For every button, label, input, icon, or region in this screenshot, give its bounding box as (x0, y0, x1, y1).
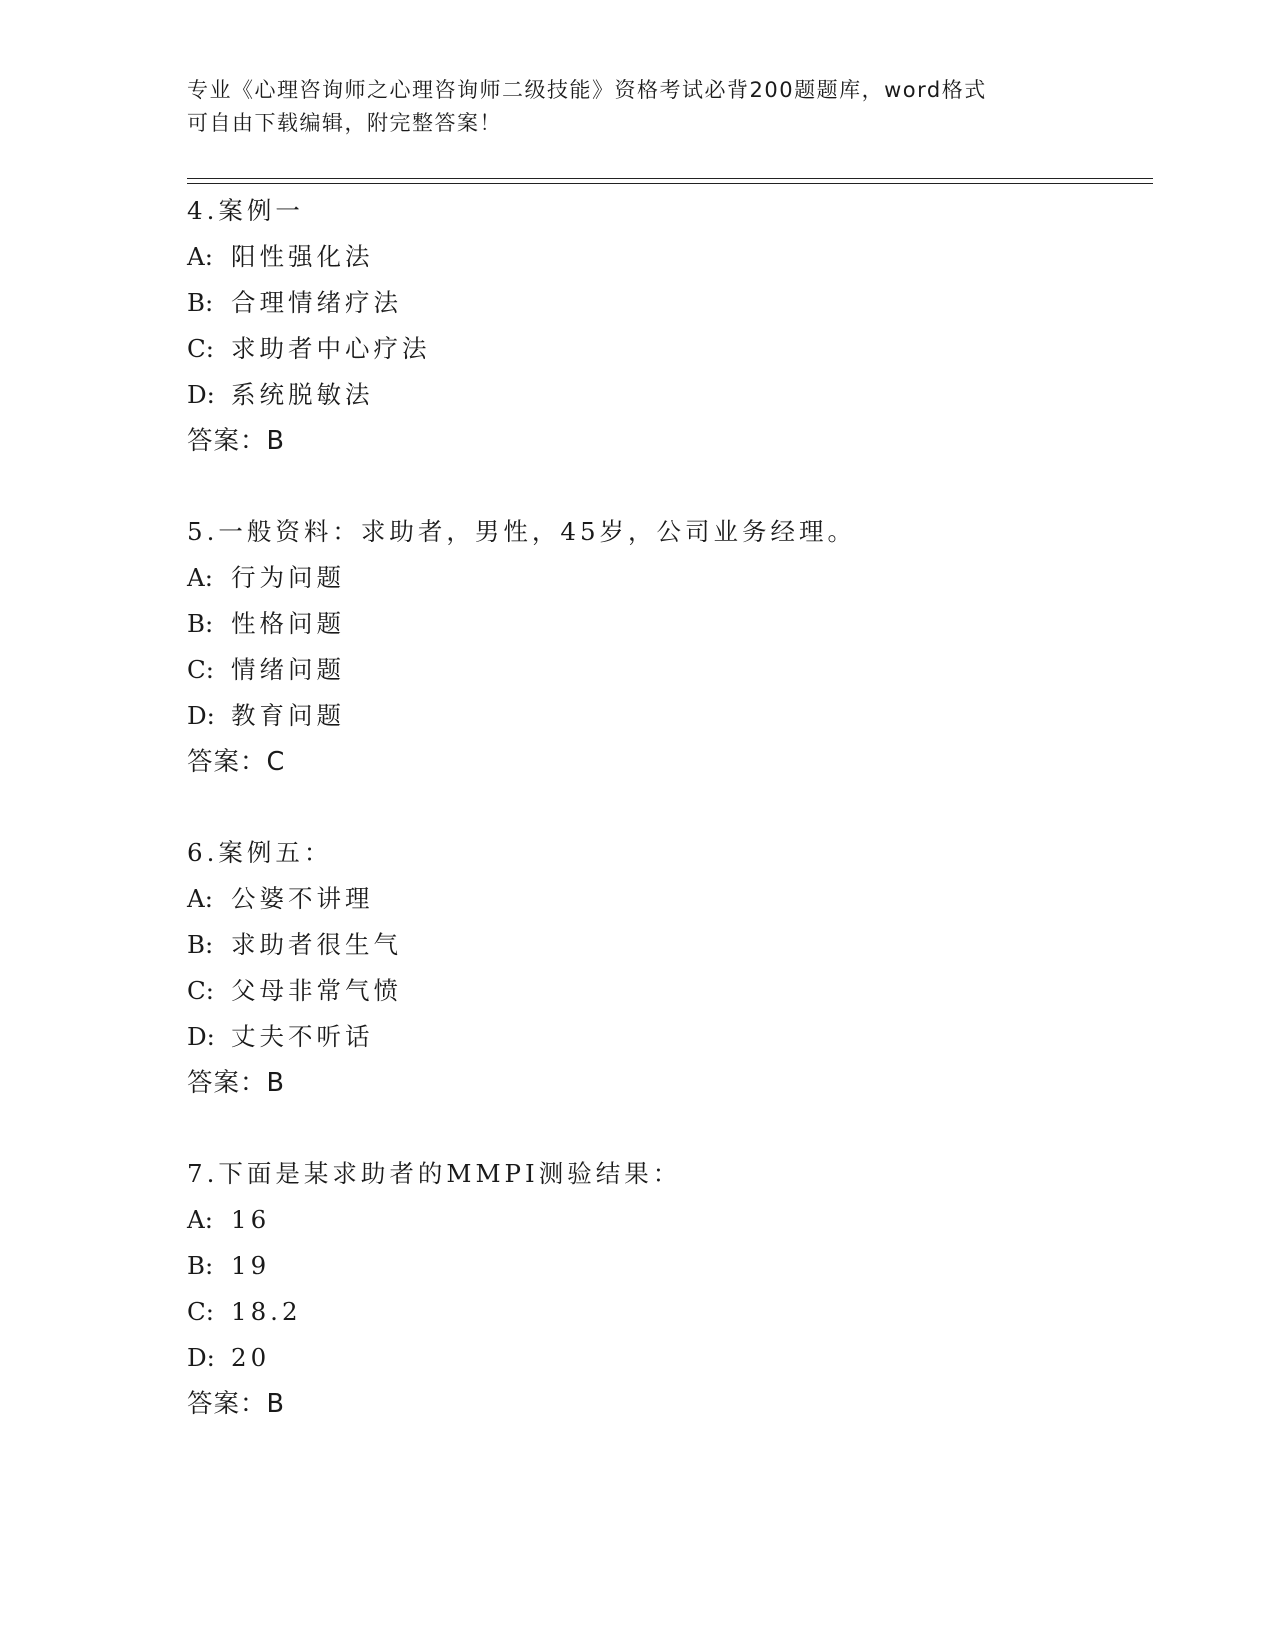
option-letter: C: (187, 334, 215, 363)
header-title-line-1: 专业《心理咨询师之心理咨询师二级技能》资格考试必背200题题库，word格式 (187, 78, 987, 102)
option-text: 18.2 (231, 1297, 302, 1326)
option-text: 公婆不讲理 (231, 884, 374, 913)
option-letter: A: (187, 563, 213, 592)
option-c (187, 647, 1147, 693)
option-text: 丈夫不听话 (231, 1022, 374, 1051)
answer-line: 答案：B (187, 1068, 285, 1098)
option-c (187, 968, 1147, 1014)
option-letter: A: (187, 242, 213, 271)
question-item (187, 1151, 1147, 1427)
option-letter: B: (187, 288, 214, 317)
answer-line: 答案：B (187, 426, 285, 456)
question-item (187, 830, 1147, 1106)
option-letter: D: (187, 701, 215, 730)
option-d (187, 693, 1147, 739)
option-text: 行为问题 (231, 563, 345, 592)
option-text: 父母非常气愤 (231, 976, 402, 1005)
option-b (187, 922, 1147, 968)
option-b (187, 601, 1147, 647)
option-letter: D: (187, 1022, 215, 1051)
question-stem: 7.下面是某求助者的MMPI测验结果： (187, 1159, 682, 1188)
option-text: 求助者中心疗法 (231, 334, 431, 363)
option-c (187, 326, 1147, 372)
option-letter: A: (187, 884, 213, 913)
question-stem: 6.案例五： (187, 838, 333, 867)
option-d (187, 1335, 1147, 1381)
option-d (187, 1014, 1147, 1060)
option-letter: B: (187, 930, 214, 959)
question-stem: 4.案例一 (187, 196, 304, 225)
option-a (187, 555, 1147, 601)
option-text: 教育问题 (231, 701, 345, 730)
question-item (187, 188, 1147, 464)
header-divider-bottom (187, 183, 1153, 184)
option-letter: D: (187, 1343, 215, 1372)
document-header (187, 74, 1087, 140)
option-b (187, 280, 1147, 326)
answer-line: 答案：C (187, 747, 286, 777)
option-text: 合理情绪疗法 (231, 288, 402, 317)
option-letter: B: (187, 1251, 214, 1280)
question-item (187, 509, 1147, 785)
option-text: 系统脱敏法 (231, 380, 374, 409)
option-letter: C: (187, 976, 215, 1005)
option-a (187, 1197, 1147, 1243)
option-letter: A: (187, 1205, 213, 1234)
option-c (187, 1289, 1147, 1335)
option-text: 20 (231, 1343, 271, 1372)
option-a (187, 234, 1147, 280)
question-list (187, 188, 1147, 1472)
option-letter: B: (187, 609, 214, 638)
option-d (187, 372, 1147, 418)
option-text: 19 (231, 1251, 271, 1280)
option-text: 16 (231, 1205, 271, 1234)
option-letter: D: (187, 380, 215, 409)
option-text: 求助者很生气 (231, 930, 402, 959)
question-stem: 5.一般资料：求助者，男性，45岁，公司业务经理。 (187, 517, 857, 546)
option-a (187, 876, 1147, 922)
option-text: 性格问题 (231, 609, 345, 638)
option-letter: C: (187, 655, 215, 684)
option-text: 阳性强化法 (231, 242, 374, 271)
option-letter: C: (187, 1297, 215, 1326)
option-text: 情绪问题 (231, 655, 345, 684)
option-b (187, 1243, 1147, 1289)
header-title-line-2: 可自由下载编辑，附完整答案！ (187, 111, 502, 135)
answer-line: 答案：B (187, 1389, 285, 1419)
header-divider-top (187, 178, 1153, 179)
